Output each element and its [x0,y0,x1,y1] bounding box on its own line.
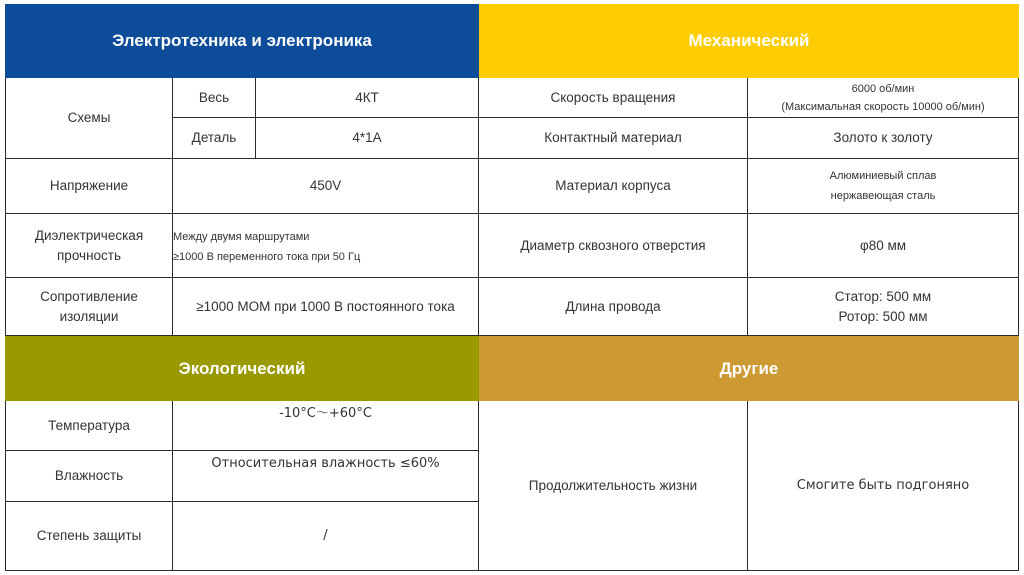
wire-label: Длина провода [479,278,748,336]
housing-value: Алюминиевый сплав нержавеющая сталь [748,159,1019,214]
speed-label: Скорость вращения [479,78,748,118]
mechanical-header-title: Механический [688,31,810,50]
other-header [479,336,1019,401]
bore-label: Диаметр сквозного отверстия [479,214,748,278]
mechanical-header [479,4,1019,78]
contact-value: Золото к золоту [748,118,1019,159]
dielectric-value: Между двумя маршрутами ≥1000 В переменного тока при 50 Гц [173,214,479,278]
total-value: 4КТ [256,78,479,118]
total-label: Весь [173,78,256,118]
housing-label: Материал корпуса [479,159,748,214]
speed-value: 6000 об/мин (Максимальная скорость 10000 об/мин) [748,78,1019,118]
temperature-label: Температура [5,401,173,451]
ecological-header-title: Экологический [178,358,306,378]
circuits-label: Схемы [5,78,173,159]
electrical-header [5,4,479,78]
voltage-label: Напряжение [5,159,173,214]
protection-value: / [173,502,479,571]
temperature-value: -10°C～+60°C [173,401,479,451]
insulation-label: Сопротивление изоляции [5,278,173,336]
detail-label: Деталь [173,118,256,159]
contact-label: Контактный материал [479,118,748,159]
lifetime-value: Смогите быть подгоняно [748,401,1019,571]
dielectric-label: Диэлектрическая прочность [5,214,173,278]
humidity-value: Относительная влажность ≤60% [173,451,479,502]
bore-value: φ80 мм [748,214,1019,278]
protection-label: Степень защиты [5,502,173,571]
lifetime-label: Продолжительность жизни [479,401,748,571]
humidity-label: Влажность [5,451,173,502]
detail-value: 4*1А [256,118,479,159]
ecological-header [5,336,479,401]
electrical-header-title: Электротехника и электроника [112,31,372,50]
wire-value: Статор: 500 мм Ротор: 500 мм [748,278,1019,336]
voltage-value: 450V [173,159,479,214]
other-header-title: Другие [719,358,779,378]
insulation-value: ≥1000 МОМ при 1000 В постоянного тока [173,278,479,336]
